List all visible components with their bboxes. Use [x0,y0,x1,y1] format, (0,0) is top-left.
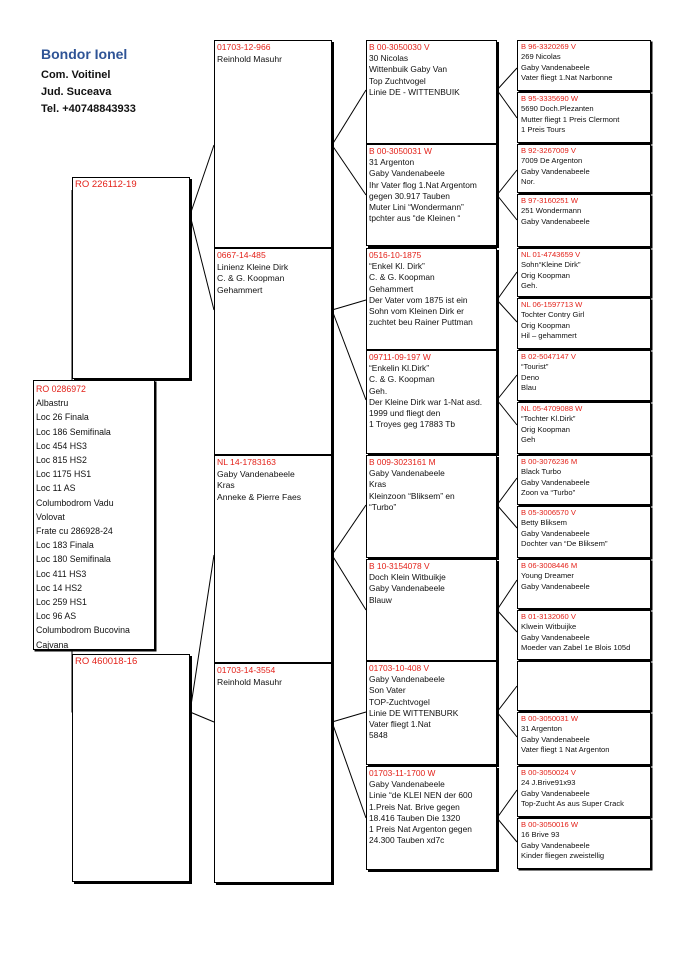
pigeon-info-line: Der Kleine Dirk war 1-Nat asd. [369,396,483,407]
pigeon-info-line: Loc 26 Finala [36,412,89,423]
great-great-grandparent-card [517,144,651,193]
pigeon-info-line: Betty Bliksem [521,518,567,528]
pigeon-info-line: Hil – gehammert [521,331,577,341]
pigeon-info-line: C. & G. Koopman [217,273,285,283]
sire-card [72,177,190,379]
pigeon-info-line: Vater fliegt 1 Nat Argenton [521,745,610,755]
pigeon-info-line: Sohn vom Kleinen Dirk er [369,306,464,317]
ring-number: 01703-10-408 V [369,663,430,673]
great-grandparent-card [366,40,497,144]
pigeon-info-line: Kleinzoon “Bliksem” en [369,490,455,501]
grandparent-card [214,663,332,883]
pigeon-info-line: Loc 180 Semifinala [36,554,111,565]
pigeon-info-line: 1 Preis Nat Argenton gegen [369,824,472,835]
pigeon-info-line: Gaby Vandenabeele [521,166,590,176]
ring-number: RO 460018-16 [75,656,138,667]
pigeon-info-line: Blau [521,383,537,393]
subject-pigeon-card [33,380,155,650]
ring-number: B 00-3050031 W [369,146,432,156]
pigeon-info-line: Zoon va “Turbo” [521,488,576,498]
pigeon-info-line: Gaby Vandenabeele [369,674,445,685]
pigeon-info-line: Vater fliegt 1.Nat [369,719,431,730]
pigeon-info-line: Ihr Vater flog 1.Nat Argentom [369,179,477,190]
pigeon-info-line: Loc 815 HS2 [36,455,87,466]
pigeon-info-line: Gaby Vandenabeele [369,468,445,479]
pigeon-info-line: Gehammert [217,284,263,295]
ring-number: B 10-3154078 V [369,561,430,571]
ring-number: B 01-3132060 V [521,612,576,621]
pigeon-info-line: 7009 De Argenton [521,156,583,166]
great-great-grandparent-card [517,610,651,660]
great-great-grandparent-card [517,712,651,765]
pigeon-info-line: gegen 30.917 Tauben [369,190,450,201]
ring-number: B 00-3050031 W [521,714,578,723]
great-great-grandparent-card [517,350,651,401]
pigeon-info-line: Albastru [36,398,69,409]
pigeon-info-line: Geh. [369,385,388,396]
pigeon-info-line: 24.300 Tauben xd7c [369,835,445,846]
great-grandparent-card [366,455,497,558]
pigeon-info-line: Gaby Vandenabeele [369,779,445,790]
pigeon-info-line: Dochter van “De Bliksem” [521,539,608,549]
pigeon-info-line: Loc 259 HS1 [36,597,87,608]
grandparent-card [214,248,332,455]
pigeon-info-line: Frate cu 286928-24 [36,526,113,537]
pigeon-info-line: Gaby Vandenabeele [217,468,295,479]
pigeon-info-line: Gaby Vandenabeele [521,788,590,798]
pigeon-info-line: TOP-Zuchtvogel [369,696,430,707]
ring-number: B 00-3076236 M [521,457,578,466]
pigeon-info-line: Klwein Witbuijke [521,622,577,632]
ring-number: B 96-3320269 V [521,42,576,51]
ring-number: B 97-3160251 W [521,196,578,205]
pigeon-info-line: Muter Lini “Wondermann” [369,202,464,213]
pigeon-info-line: Geh [521,435,536,445]
great-grandparent-card [366,661,497,765]
pigeon-info-line: C. & G. Koopman [369,272,435,283]
ring-number: NL 05-4709088 W [521,404,583,413]
ring-number: 0667-14-485 [217,250,266,260]
great-great-grandparent-card [517,40,651,91]
pigeon-info-line: Gaby Vandenabeele [521,581,590,591]
pigeon-info-line: Kras [217,480,235,490]
pigeon-info-line: Nor. [521,177,535,187]
ring-number: B 00-3050016 W [521,820,578,829]
great-great-grandparent-card [517,298,651,349]
pigeon-info-line: Sohn“Kleine Dirk” [521,260,581,270]
grandparent-card [214,455,332,663]
pigeon-info-line: “Turbo” [369,501,397,512]
pigeon-info-line: 1 Preis Tours [521,125,566,135]
ring-number: RO 226112-19 [75,179,137,190]
great-grandparent-card [366,144,497,246]
ring-number: 01703-14-3554 [217,665,276,675]
pigeon-info-line: Wittenbuik Gaby Van [369,64,448,75]
pigeon-info-line: 1 Troyes geg 17883 Tb [369,419,455,430]
pigeon-info-line: 18.416 Tauben Die 1320 [369,812,461,823]
owner-address-line: Com. Voitinel [41,69,111,81]
pigeon-info-line: 5690 Doch.Plezanten [521,104,594,114]
pigeon-info-line: Columbodrom Bucovina [36,625,130,636]
ring-number: 01703-12-966 [217,42,271,52]
pigeon-info-line: Orig Koopman [521,270,570,280]
pigeon-info-line: Gaby Vandenabeele [521,840,590,850]
pigeon-info-line: Loc 96 AS [36,611,77,622]
pigeon-info-line: Loc 183 Finala [36,540,94,551]
pigeon-info-line: Moeder van Zabel 1e Blois 105d [521,643,631,653]
pigeon-info-line: Son Vater [369,685,406,696]
owner-name: Bondor Ionel [41,46,128,62]
pigeon-info-line: Orig Koopman [521,320,570,330]
pigeon-info-line: 1999 und fliegt den [369,408,441,419]
ring-number: RO 0286972 [36,384,86,394]
pigeon-info-line: 31 Argenton [369,157,415,168]
pigeon-info-line: Loc 411 HS3 [36,568,87,579]
ring-number: NL 06-1597713 W [521,300,583,309]
pigeon-info-line: 251 Wondermann [521,206,582,216]
great-great-grandparent-card [517,455,651,505]
pigeon-info-line: 5848 [369,730,388,741]
pigeon-info-line: C. & G. Koopman [369,374,435,385]
pigeon-info-line: “Enkel Kl. Dirk” [369,261,425,272]
pigeon-info-line: Der Vater vom 1875 ist ein [369,294,468,305]
pigeon-info-line: “Tochter Kl.Dirk” [521,414,576,424]
ring-number: NL 14-1783163 [217,457,276,467]
pigeon-info-line: Top-Zucht As aus Super Crack [521,799,624,809]
pigeon-info-line: Gaby Vandenabeele [521,734,590,744]
pigeon-info-line: 269 Nicolas [521,52,561,62]
grandparent-card [214,40,332,248]
great-grandparent-card [366,350,497,454]
pigeon-info-line: Linienz Kleine Dirk [217,261,289,272]
ring-number: B 00-3050024 V [521,768,576,777]
pigeon-info-line: 1.Preis Nat. Brive gegen [369,801,460,812]
pigeon-info-line: Loc 454 HS3 [36,440,87,451]
pigeon-info-line: Gaby Vandenabeele [369,168,445,179]
pigeon-info-line: Orig Koopman [521,424,570,434]
pigeon-info-line: Geh. [521,281,538,291]
pigeon-info-line: Gaby Vandenabeele [521,62,590,72]
pigeon-info-line: Black Turbo [521,467,562,477]
owner-address-line: Jud. Suceava [41,86,112,98]
pigeon-info-line: Tochter Contry Girl [521,310,585,320]
pigeon-info-line: Linie DE - WITTENBUIK [369,86,460,97]
ring-number: 01703-11-1700 W [369,768,436,778]
pigeon-info-line: 30 Nicolas [369,53,409,64]
pigeon-info-line: Doch Klein Witbuikje [369,572,446,583]
pigeon-info-line: Mutter fliegt 1 Preis Clermont [521,114,620,124]
pigeon-info-line: Loc 11 AS [36,483,76,494]
pigeon-info-line: 31 Argenton [521,724,562,734]
pigeon-info-line: Gaby Vandenabeele [521,216,590,226]
ring-number: B 92-3267009 V [521,146,576,155]
pigeon-info-line: Reinhold Masuhr [217,676,282,687]
ring-number: NL 01-4743659 V [521,250,581,259]
pigeon-info-line: 24 J.Brive91x93 [521,778,576,788]
pigeon-info-line: Gehammert [369,283,414,294]
pigeon-info-line: Gaby Vandenabeele [521,632,590,642]
pigeon-info-line: Anneke & Pierre Faes [217,491,302,502]
pigeon-info-line: “Enkelin Kl.Dirk” [369,363,430,374]
great-great-grandparent-card [517,194,651,247]
pigeon-info-line: Gaby Vandenabeele [521,477,590,487]
pigeon-info-line: Young Dreamer [521,571,574,581]
pigeon-info-line: Gaby Vandenabeele [521,528,590,538]
pigeon-info-line: Reinhold Masuhr [217,53,282,64]
pigeon-info-line: Volovat [36,511,65,522]
great-great-grandparent-card [517,402,651,454]
owner-phone: Tel. +40748843933 [41,103,136,115]
pigeon-info-line: Top Zuchtvogel [369,75,426,86]
pigeon-info-line: Cajvana [36,639,69,650]
dam-card [72,654,190,882]
pigeon-info-line: tpchter aus “de Kleinen “ [369,213,461,224]
ring-number: B 95-3335690 W [521,94,578,103]
pigeon-info-line: Loc 186 Semifinala [36,426,111,437]
ring-number: B 06-3008446 M [521,561,578,570]
ring-number: 09711-09-197 W [369,352,431,362]
pigeon-info-line: 16 Brive 93 [521,830,560,840]
owner-block [41,46,136,118]
ring-number: B 00-3050030 V [369,42,430,52]
pigeon-info-line: Deno [521,372,540,382]
great-great-grandparent-card [517,506,651,558]
ring-number: B 02-5047147 V [521,352,576,361]
pigeon-info-line: Loc 1175 HS1 [36,469,92,480]
great-great-grandparent-card [517,818,651,869]
pigeon-info-line: Blauw [369,594,392,605]
pigeon-info-line: Loc 14 HS2 [36,582,82,593]
great-great-grandparent-card [517,661,651,711]
pigeon-info-line: Kras [369,479,387,490]
great-great-grandparent-card [517,766,651,817]
pigeon-info-line: Linie DE WITTENBURK [369,707,459,718]
pigeon-info-line: “Tourist” [521,362,549,372]
pigeon-info-line: zuchtet beu Rainer Puttman [369,317,473,328]
great-great-grandparent-card [517,92,651,143]
pigeon-info-line: Vater fliegt 1.Nat Narbonne [521,73,613,83]
ring-number: B 009-3023161 M [369,457,436,467]
pigeon-info-line: Gaby Vandenabeele [369,583,445,594]
pigeon-info-line: Columbodrom Vadu [36,497,114,508]
ring-number: 0516-10-1875 [369,250,422,260]
great-grandparent-card [366,766,497,870]
great-great-grandparent-card [517,559,651,609]
great-grandparent-card [366,559,497,661]
great-grandparent-card [366,248,497,350]
ring-number: B 05-3006570 V [521,508,576,517]
pigeon-info-line: Kinder fliegen zweistellig [521,851,605,861]
pigeon-info-line: Linie “de KLEI NEN der 600 [369,790,473,801]
great-great-grandparent-card [517,248,651,297]
